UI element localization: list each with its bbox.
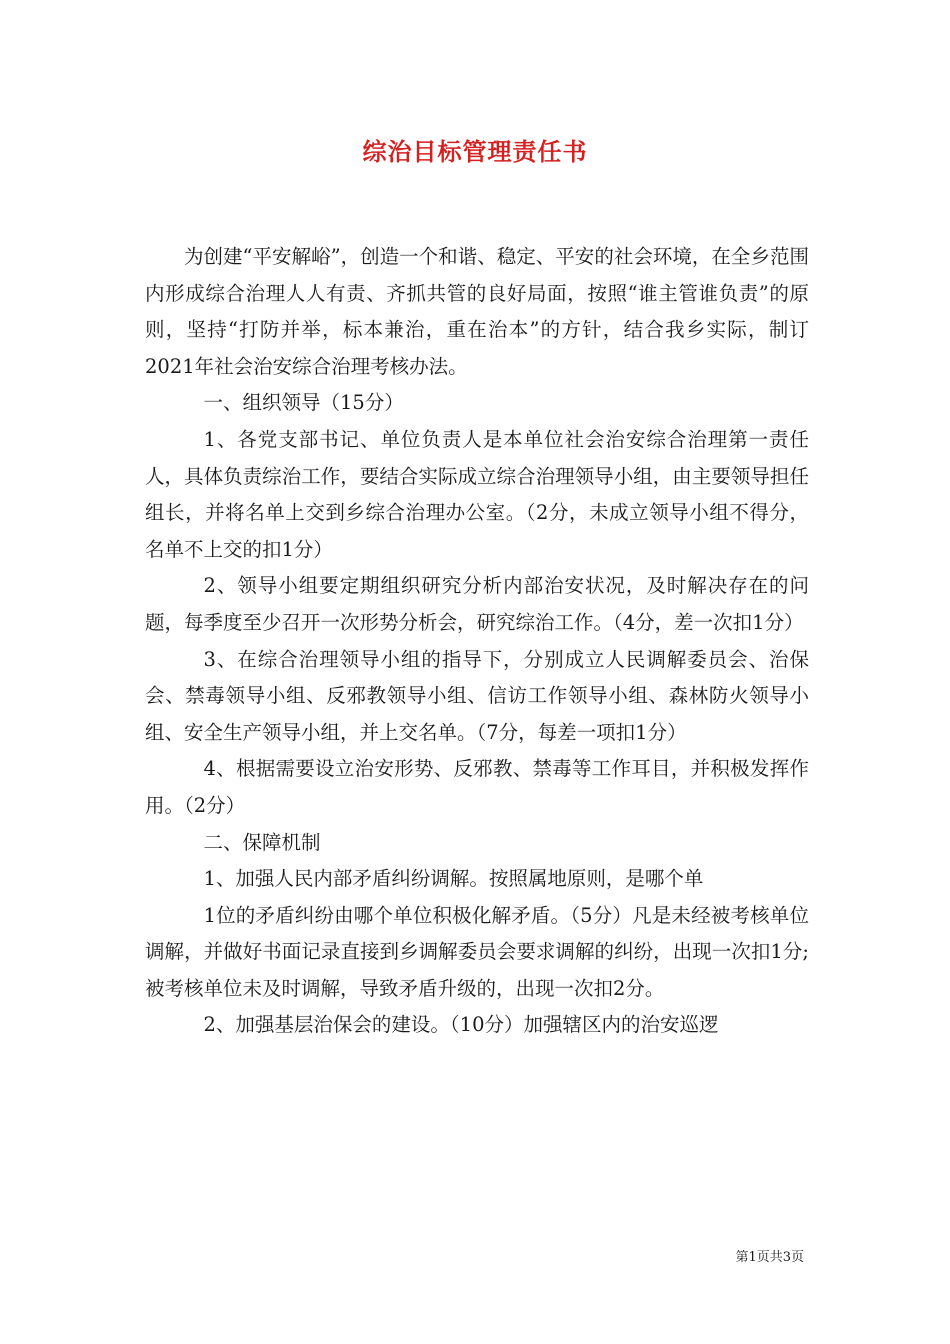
item-paragraph: 3、在综合治理领导小组的指导下，分别成立人民调解委员会、治保会、禁毒领导小组、反邪教领导小组、信访工作领导小组、森林防火领导小组、安全生产领导小组，并上交名单。（7分，每差一项扣1分） (145, 647, 809, 744)
document-title: 综治目标管理责任书 (362, 138, 588, 166)
item-paragraph: 2、领导小组要定期组织研究分析内部治安状况，及时解决存在的问题，每季度至少召开一次形势分析会，研究综治工作。（4分，差一次扣1分） (145, 574, 809, 634)
intro-paragraph: 为创建“平安解峪”，创造一个和谐、稳定、平安的社会环境，在全乡范围内形成综合治理人人有责、齐抓共管的良好局面，按照“谁主管谁负责”的原则，坚持“打防并举，标本兼治，重在治本”的方针，结合我乡实际，制订2021年社会治安综合治理考核办法。 (145, 245, 809, 378)
item-paragraph: 4、根据需要设立治安形势、反邪教、禁毒等工作耳目，并积极发挥作用。（2分） (145, 757, 809, 817)
page-number: 第1页共3页 (735, 1250, 804, 1265)
section-heading-1: 一、组织领导（15分） (203, 391, 404, 415)
document-body (145, 239, 809, 1044)
item-paragraph: 1、各党支部书记、单位负责人是本单位社会治安综合治理第一责任人，具体负责综治工作，要结合实际成立综合治理领导小组，由主要领导担任组长，并将名单上交到乡综合治理办公室。（2分，未成立领导小组不得分，名单不上交的扣1分） (145, 427, 809, 561)
item-paragraph: 1位的矛盾纠纷由哪个单位积极化解矛盾。（5分）凡是未经被考核单位调解，并做好书面记录直接到乡调解委员会要求调解的纠纷，出现一次扣1分;被考核单位未及时调解，导致矛盾升级的，出现一次扣2分。 (145, 903, 809, 1000)
item-paragraph: 1、加强人民内部矛盾纠纷调解。按照属地原则，是哪个单 (203, 867, 704, 891)
item-paragraph: 2、加强基层治保会的建设。（10分）加强辖区内的治安巡逻 (203, 1013, 719, 1037)
section-heading-2: 二、保障机制 (203, 830, 321, 854)
